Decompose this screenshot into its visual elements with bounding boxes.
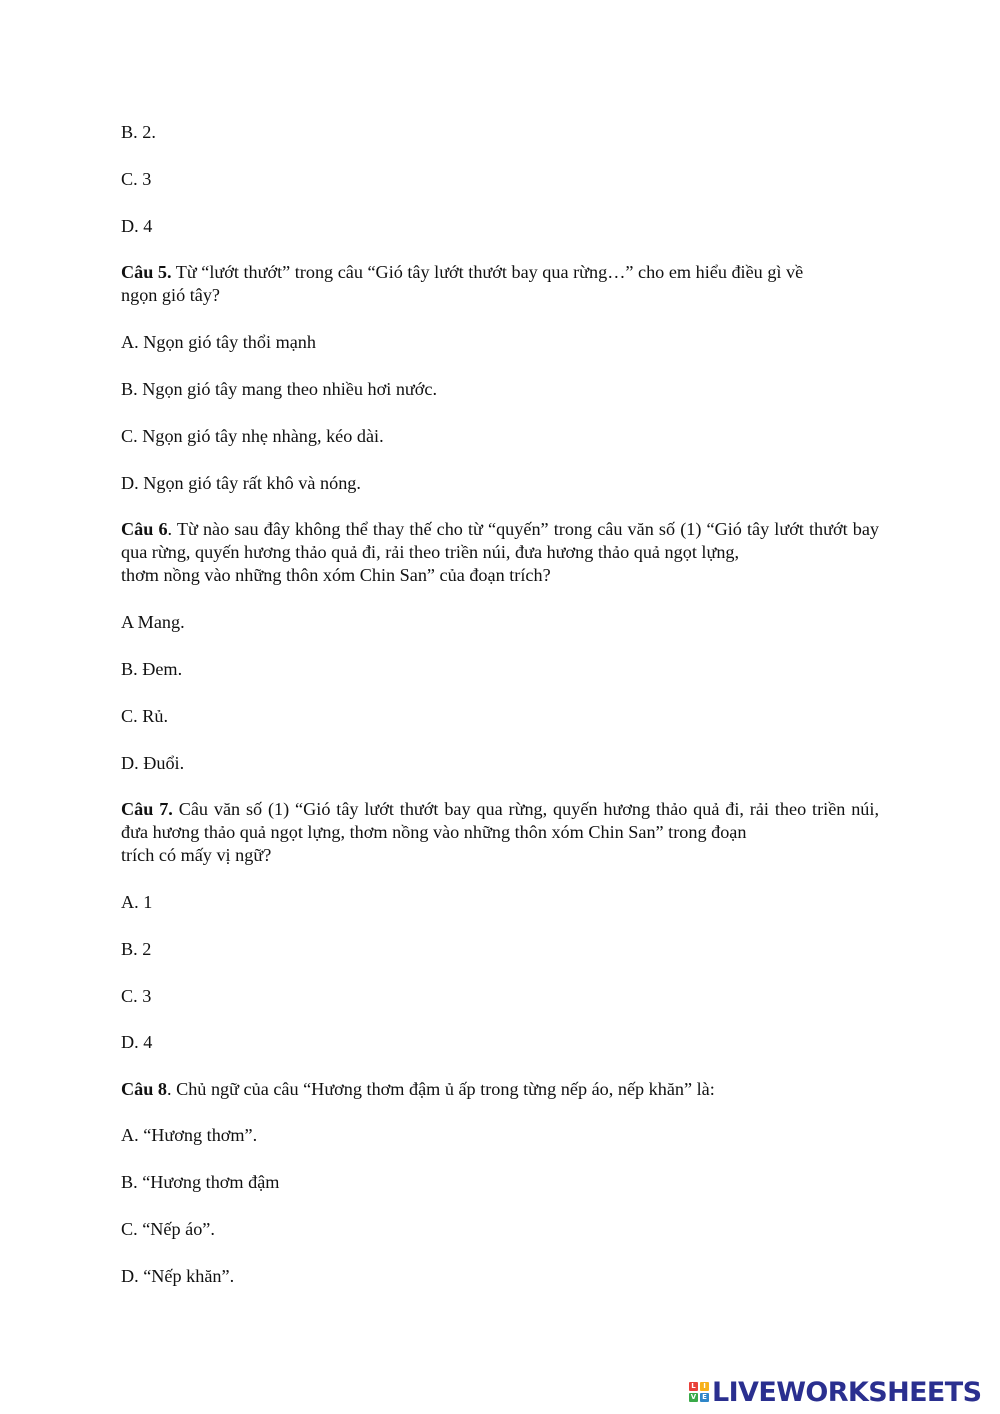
question-6-line-2: thướt bay qua rừng, quyến hương thảo quả đi, rải theo triền núi, đưa hương thảo quả ngọt lựng, (121, 519, 880, 562)
liveworksheets-wordmark: LIVEWORKSHEETS (712, 1376, 982, 1408)
question-7-line-1: Câu văn số (1) “Gió tây lướt thướt bay qua rừng, quyến hương thảo quả đi, rải theo (172, 799, 807, 819)
option-q8-a: A. “Hương thơm”. (121, 1125, 258, 1145)
option-q8-b: B. “Hương thơm đậm (121, 1172, 280, 1192)
question-5-label: Câu 5. (121, 262, 172, 282)
question-7-label: Câu 7. (121, 799, 173, 819)
question-7-line-3: trích có mấy vị ngữ? (121, 845, 272, 865)
option-q6-b: B. Đem. (121, 659, 183, 679)
logo-mark-letter: I (700, 1382, 709, 1391)
option-q8-c: C. “Nếp áo”. (121, 1219, 215, 1239)
question-6-line-1: . Từ nào sau đây không thể thay thế cho từ “quyến” trong câu văn số (1) “Gió tây lướt (167, 519, 804, 539)
option-q6-a: A Mang. (121, 612, 185, 632)
logo-mark-letter: E (700, 1393, 709, 1402)
logo-mark-letter: L (689, 1382, 698, 1391)
option-q6-c: C. Rủ. (121, 706, 168, 726)
question-7 (121, 798, 879, 867)
question-8-text: . Chủ ngữ của câu “Hương thơm đậm ủ ấp trong từng nếp áo, nếp khăn” là: (166, 1079, 715, 1099)
question-8-label: Câu 8 (121, 1079, 167, 1099)
option-q6-d: D. Đuổi. (121, 753, 185, 773)
question-6-label: Câu 6 (121, 519, 168, 539)
question-6 (121, 518, 879, 587)
option-q7-a: A. 1 (121, 892, 153, 912)
option-q5-a: A. Ngọn gió tây thổi mạnh (121, 332, 316, 352)
question-5-line-1: Từ “lướt thướt” trong câu “Gió tây lướt thướt bay qua rừng…” cho em hiểu điều gì về (171, 262, 804, 282)
option-q5-c: C. Ngọn gió tây nhẹ nhàng, kéo dài. (121, 426, 384, 446)
question-6-line-3: thơm nồng vào những thôn xóm Chin San” của đoạn trích? (121, 565, 551, 585)
liveworksheets-logo (689, 1375, 981, 1409)
option-q7-c: C. 3 (121, 986, 152, 1006)
option-q4-b: B. 2. (121, 122, 156, 142)
option-q8-d: D. “Nếp khăn”. (121, 1266, 235, 1286)
option-q5-b: B. Ngọn gió tây mang theo nhiều hơi nước. (121, 379, 438, 399)
option-q7-b: B. 2 (121, 939, 152, 959)
question-8 (121, 1078, 715, 1100)
question-5 (121, 261, 879, 307)
option-q5-d: D. Ngọn gió tây rất khô và nóng. (121, 473, 361, 493)
question-7-line-2: triền núi, đưa hương thảo quả ngọt lựng, thơm nồng vào những thôn xóm Chin San” trong đoạn (121, 799, 880, 842)
liveworksheets-mark-icon (689, 1382, 709, 1402)
logo-mark-letter: V (690, 1393, 697, 1401)
option-q4-d: D. 4 (121, 216, 153, 236)
option-q4-c: C. 3 (121, 169, 152, 189)
question-5-line-2: ngọn gió tây? (121, 285, 221, 305)
option-q7-d: D. 4 (121, 1032, 153, 1052)
